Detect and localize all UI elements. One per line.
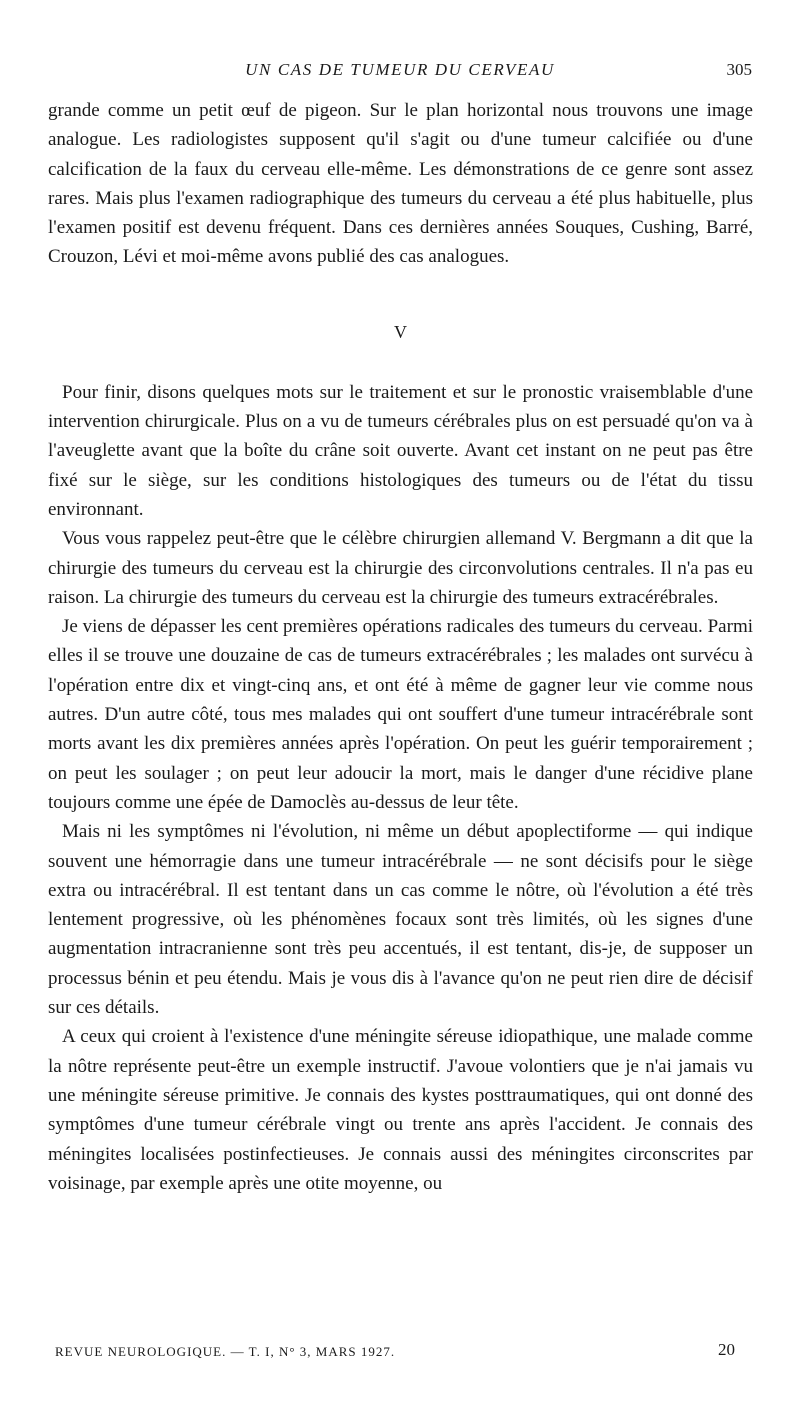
page-number: 305 [726,60,752,79]
running-header [0,60,800,88]
paragraph: Mais ni les symptômes ni l'évolution, ni même un début apoplectiforme — qui indique souvent une hémorragie dans une tumeur intracérébrale — ne sont décisifs pour le siège extra ou intracérébral. Il est tentant dans un cas comme le nôtre, où l'évolution a été très lentement progressive, où les phénomènes focaux sont très limités, où les signes d'une augmentation intracranienne sont très peu accentués, il est tentant, dis-je, de supposer un processus bénin et peu étendu. Mais je vous dis à l'avance qu'on ne peut rien dire de décisif sur ces détails. [48,821,753,1019]
body-text [48,96,753,1198]
journal-citation: REVUE NEUROLOGIQUE. — T. I, N° 3, MARS 1927. [55,1344,396,1359]
page-footer [55,1340,755,1368]
section-heading: V [394,321,407,342]
signature-mark: 20 [718,1340,735,1359]
paragraph: Pour finir, disons quelques mots sur le traitement et sur le pronostic vraisemblable d'une intervention chirurgicale. Plus on a vu de tumeurs cérébrales plus on est persuadé qu'on va à l'aveuglette avant que la boîte du crâne soit ouverte. Avant cet instant on ne peut pas être fixé sur le siège, sur les conditions histologiques des tumeurs ou de l'état du tissu environnant. [48,381,753,520]
paragraph: Vous vous rappelez peut-être que le célèbre chirurgien allemand V. Bergmann a dit que la chirurgie des tumeurs du cerveau est la chirurgie des circonvolutions centrales. Il n'a pas eu raison. La chirurgie des tumeurs du cerveau est la chirurgie des tumeurs extracérébrales. [48,528,753,608]
paragraph: grande comme un petit œuf de pigeon. Sur le plan horizontal nous trouvons une image analogue. Les radiologistes supposent qu'il s'agit ou d'une tumeur calcifiée ou d'une calcification de la faux du cerveau elle-même. Les démonstrations de ce genre sont assez rares. Mais plus l'examen radiographique des tumeurs du cerveau a été plus habituelle, plus l'examen positif est devenu fréquent. Dans ces dernières années Souques, Cushing, Barré, Crouzon, Lévi et moi-même avons publié des cas analogues. [48,100,753,268]
running-title: UN CAS DE TUMEUR DU CERVEAU [245,60,555,79]
paragraph: Je viens de dépasser les cent premières opérations radicales des tumeurs du cerveau. Parmi elles il se trouve une douzaine de cas de tumeurs extracérébrales ; les malades ont survécu à l'opération entre dix et vingt-cinq ans, et ont été à même de gagner leur vie comme nous autres. D'un autre côté, tous mes malades qui ont souffert d'une tumeur intracérébrale sont morts avant les dix premières années après l'opération. On peut les guérir temporairement ; on peut les soulager ; on peut leur adoucir la mort, mais le danger d'une récidive plane toujours comme une épée de Damoclès au-dessus de leur tête. [48,616,753,813]
paragraph: A ceux qui croient à l'existence d'une méningite séreuse idiopathique, une malade comme la nôtre représente peut-être un exemple instructif. J'avoue volontiers que je n'ai jamais vu une méningite séreuse primitive. Je connais des kystes posttraumatiques, qui ont donné des symptômes d'une tumeur cérébrale vingt ou trente ans après l'accident. Je connais des méningites localisées postinfectieuses. Je connais aussi des méningites circonscrites par voisinage, par exemple après une otite moyenne, ou [48,1026,753,1194]
